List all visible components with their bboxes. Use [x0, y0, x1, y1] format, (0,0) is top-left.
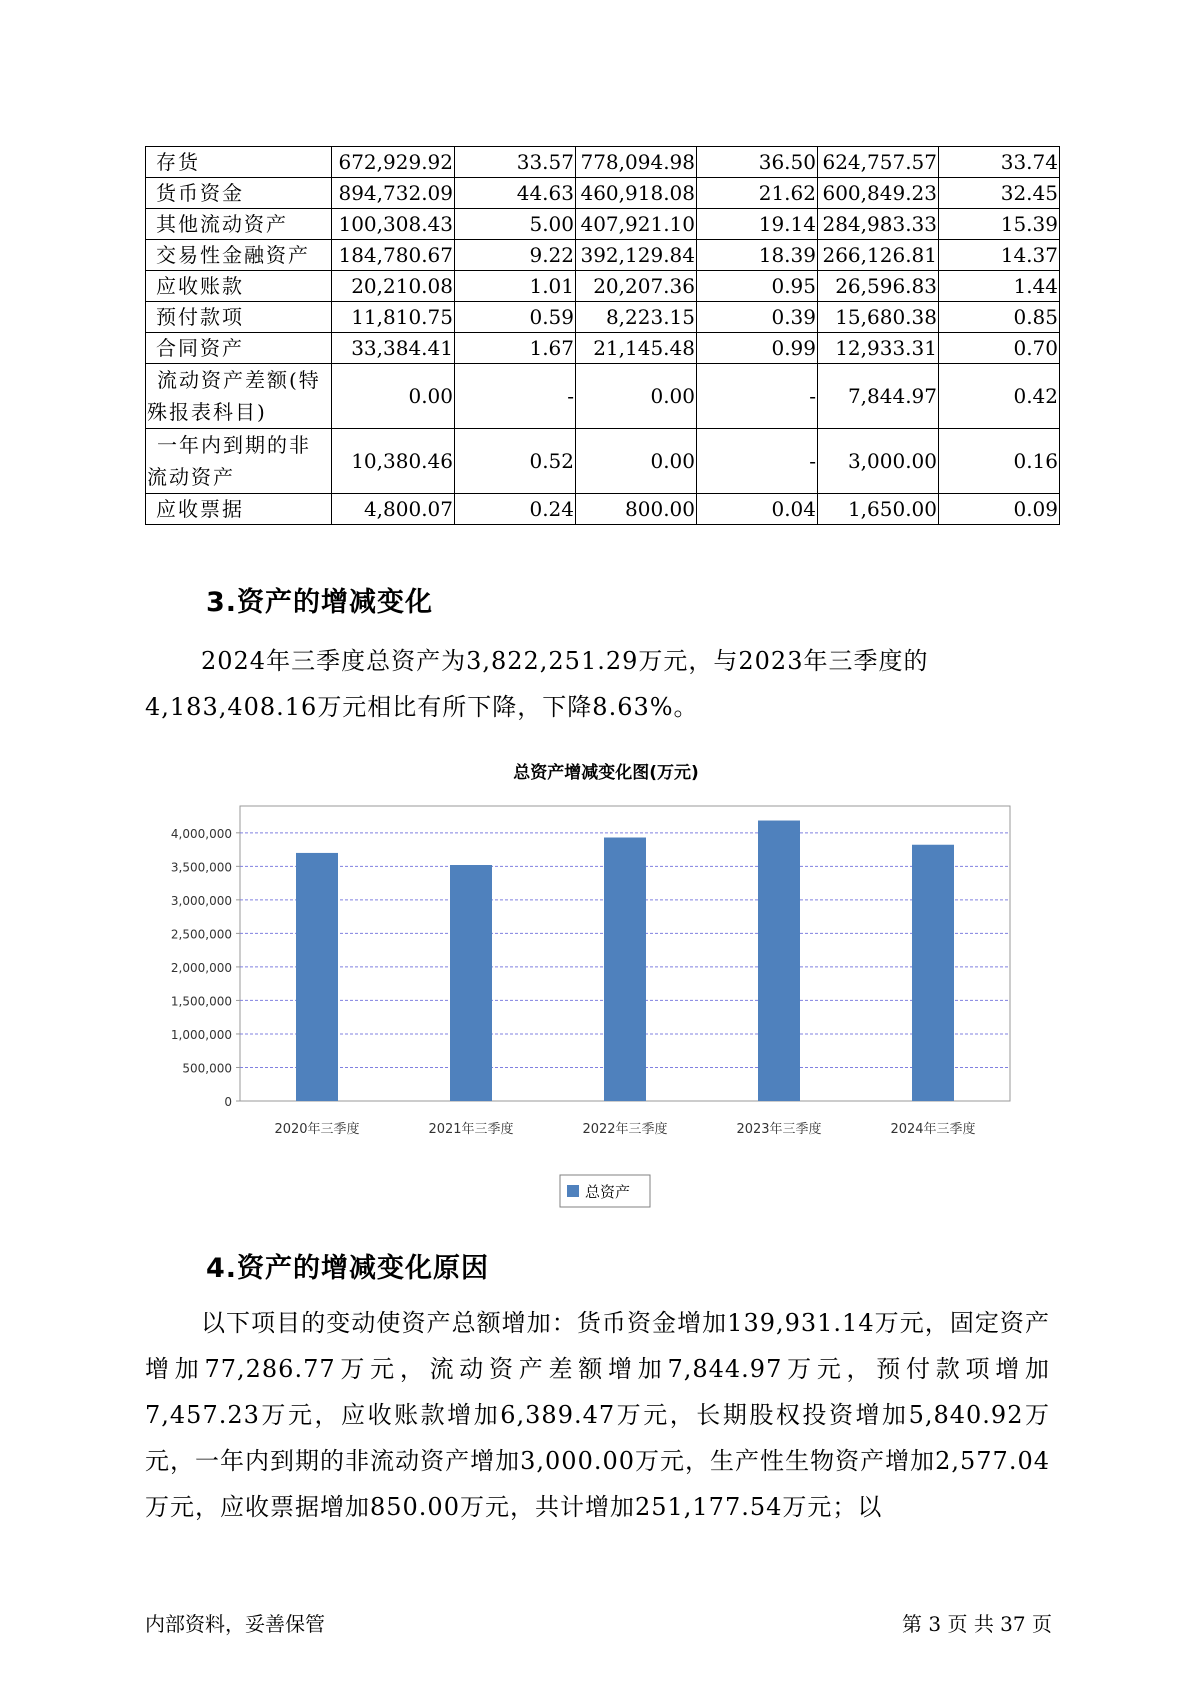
bar [604, 838, 646, 1101]
table-cell: 5.00 [455, 209, 576, 240]
table-cell: 184,780.67 [332, 240, 455, 271]
table-cell: 21,145.48 [576, 333, 697, 364]
table-cell: 0.59 [455, 302, 576, 333]
table-row [146, 429, 1060, 494]
page-number: 第 3 页 共 37 页 [902, 1612, 1052, 1636]
y-tick-label: 3,000,000 [170, 893, 232, 908]
table-cell: 800.00 [576, 494, 697, 525]
table-cell: 26,596.83 [818, 271, 939, 302]
table-cell: 32.45 [939, 178, 1060, 209]
table-cell: 0.00 [576, 364, 697, 429]
table-cell: 4,800.07 [332, 494, 455, 525]
table-cell: 33,384.41 [332, 333, 455, 364]
table-cell: 0.16 [939, 429, 1060, 494]
bar [758, 821, 800, 1101]
section-heading: 3.资产的增减变化 [206, 587, 434, 618]
table-cell: 19.14 [697, 209, 818, 240]
table-cell: 0.99 [697, 333, 818, 364]
table-cell: 0.70 [939, 333, 1060, 364]
chart-title: 总资产增减变化图(万元) [513, 763, 699, 783]
y-tick-label: 3,500,000 [170, 860, 232, 875]
table-cell-item: 预付款项 [146, 302, 332, 333]
table-cell: 1,650.00 [818, 494, 939, 525]
table-cell: 0.04 [697, 494, 818, 525]
table-cell: 11,810.75 [332, 302, 455, 333]
y-tick-label: 4,000,000 [170, 826, 232, 841]
table-cell-item: 其他流动资产 [146, 209, 332, 240]
table-cell: 0.39 [697, 302, 818, 333]
table-cell-item: 应收票据 [146, 494, 332, 525]
plot-area [171, 806, 1010, 1137]
table-cell: - [697, 364, 818, 429]
table-cell: 9.22 [455, 240, 576, 271]
table-cell: 3,000.00 [818, 429, 939, 494]
table-cell: 8,223.15 [576, 302, 697, 333]
y-tick-label: 1,000,000 [170, 1027, 232, 1042]
table-cell: 624,757.57 [818, 147, 939, 178]
table-cell: 0.52 [455, 429, 576, 494]
table-cell-item: 存货 [146, 147, 332, 178]
table-cell: - [697, 429, 818, 494]
y-tick-label: 0 [224, 1095, 232, 1109]
table-cell-item: 应收账款 [146, 271, 332, 302]
table-cell: 460,918.08 [576, 178, 697, 209]
table-cell: 20,207.36 [576, 271, 697, 302]
table-cell: 266,126.81 [818, 240, 939, 271]
table-cell: 407,921.10 [576, 209, 697, 240]
table-cell: 0.09 [939, 494, 1060, 525]
bar [296, 853, 338, 1101]
legend-swatch [567, 1185, 579, 1197]
table-row [146, 240, 1060, 271]
table-cell: 0.24 [455, 494, 576, 525]
table-cell: - [455, 364, 576, 429]
table-cell-item: 一年内到期的非流动资产 [146, 429, 332, 494]
table-row [146, 178, 1060, 209]
table-cell: 894,732.09 [332, 178, 455, 209]
table-cell: 14.37 [939, 240, 1060, 271]
total-assets-bar-chart [145, 748, 1045, 1218]
table-cell: 1.44 [939, 271, 1060, 302]
legend-label: 总资产 [585, 1183, 631, 1201]
y-tick-label: 2,500,000 [170, 927, 232, 942]
table-cell: 0.00 [332, 364, 455, 429]
table-row [146, 271, 1060, 302]
asset-structure-table [145, 146, 1060, 525]
table-row [146, 209, 1060, 240]
table-cell-item: 货币资金 [146, 178, 332, 209]
table-row [146, 364, 1060, 429]
section-paragraph: 2024年三季度总资产为3,822,251.29万元，与2023年三季度的4,183,408.16万元相比有所下降，下降8.63%。 [145, 647, 929, 721]
table-cell: 1.67 [455, 333, 576, 364]
section-heading: 4.资产的增减变化原因 [206, 1253, 490, 1284]
y-tick-label: 500,000 [182, 1061, 232, 1076]
table-cell: 1.01 [455, 271, 576, 302]
footer-note: 内部资料，妥善保管 [145, 1612, 325, 1636]
table-cell: 15.39 [939, 209, 1060, 240]
table-cell: 284,983.33 [818, 209, 939, 240]
table-cell: 0.42 [939, 364, 1060, 429]
bar [450, 865, 492, 1101]
table-cell-item: 合同资产 [146, 333, 332, 364]
table-cell: 7,844.97 [818, 364, 939, 429]
x-tick-label: 2024年三季度 [890, 1122, 976, 1137]
table-cell: 778,094.98 [576, 147, 697, 178]
section-paragraph: 以下项目的变动使资产总额增加：货币资金增加139,931.14万元，固定资产增加77,286.77万元，流动资产差额增加7,844.97万元，预付款项增加7,457.23万元，应收账款增加6,389.47万元，长期股权投资增加5,840.92万元，一年内到期的非流动资产增加3,000.00万元，生产性生物资产增加2,577.04万元，应收票据增加850.00万元，共计增加251,177.54万元；以 [145, 1309, 1050, 1521]
table-cell-item: 交易性金融资产 [146, 240, 332, 271]
chart-legend [560, 1175, 650, 1207]
table-cell-item: 流动资产差额(特殊报表科目) [146, 364, 332, 429]
table-cell: 10,380.46 [332, 429, 455, 494]
table-cell: 12,933.31 [818, 333, 939, 364]
bar [912, 845, 954, 1101]
y-tick-label: 2,000,000 [170, 960, 232, 975]
table-row [146, 302, 1060, 333]
table-cell: 600,849.23 [818, 178, 939, 209]
table-cell: 33.74 [939, 147, 1060, 178]
table-row [146, 494, 1060, 525]
table-cell: 18.39 [697, 240, 818, 271]
table-cell: 0.95 [697, 271, 818, 302]
table-row [146, 147, 1060, 178]
x-tick-label: 2022年三季度 [582, 1122, 668, 1137]
table-cell: 672,929.92 [332, 147, 455, 178]
table-cell: 0.85 [939, 302, 1060, 333]
y-tick-label: 1,500,000 [170, 994, 232, 1009]
table-cell: 0.00 [576, 429, 697, 494]
table-cell: 44.63 [455, 178, 576, 209]
x-tick-label: 2021年三季度 [428, 1122, 514, 1137]
table-cell: 392,129.84 [576, 240, 697, 271]
table-cell: 36.50 [697, 147, 818, 178]
table-cell: 100,308.43 [332, 209, 455, 240]
table-cell: 15,680.38 [818, 302, 939, 333]
table-cell: 33.57 [455, 147, 576, 178]
x-tick-label: 2020年三季度 [274, 1122, 360, 1137]
table-row [146, 333, 1060, 364]
table-cell: 20,210.08 [332, 271, 455, 302]
x-tick-label: 2023年三季度 [736, 1122, 822, 1137]
table-cell: 21.62 [697, 178, 818, 209]
